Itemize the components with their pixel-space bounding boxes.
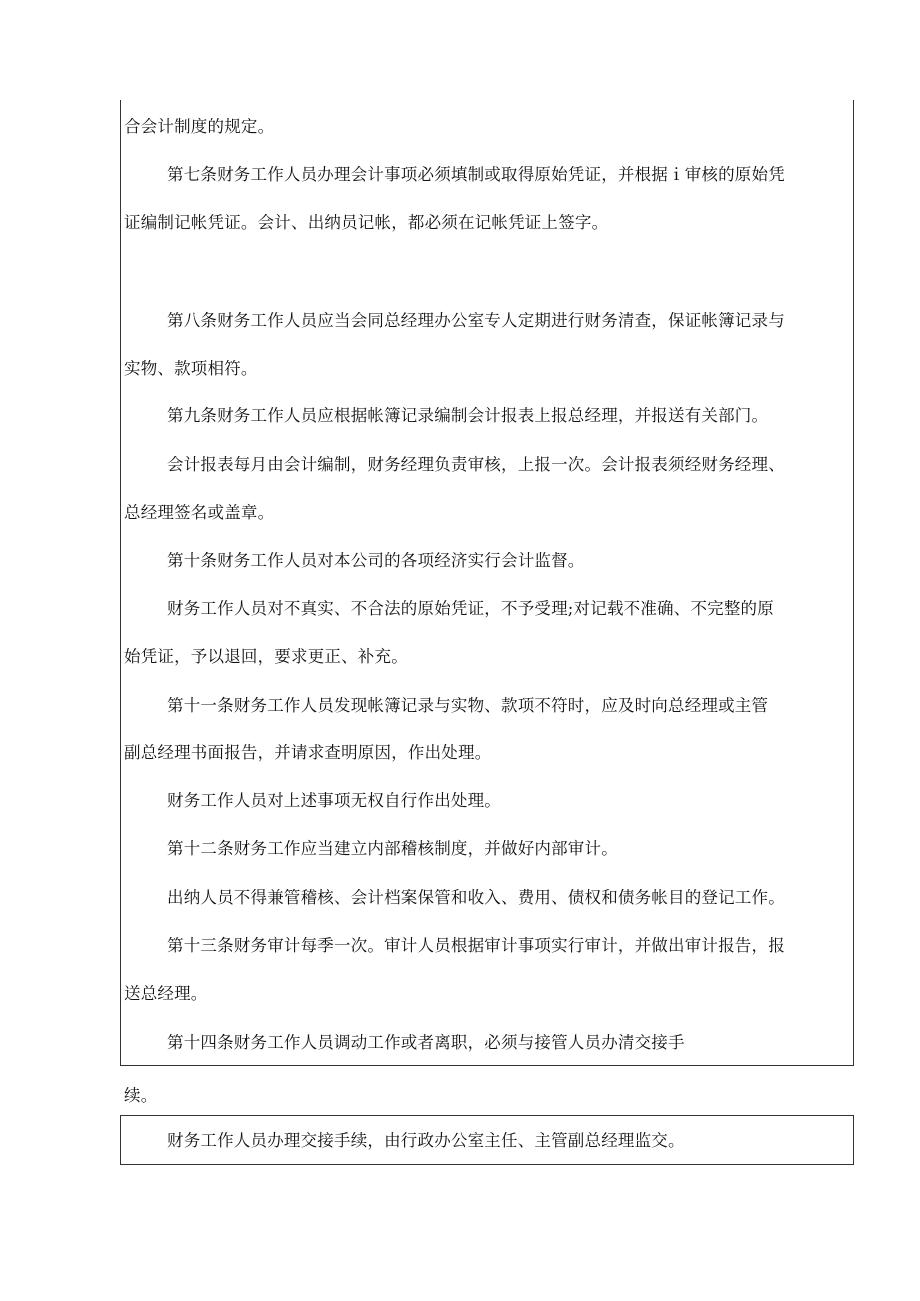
paragraph-line: 会计报表每月由会计编制，财务经理负责审核，上报一次。会计报表须经财务经理、 <box>167 455 785 474</box>
paragraph-line: 实物、款项相符。 <box>124 359 258 378</box>
paragraph-line: 财务工作人员办理交接手续，由行政办公室主任、主管副总经理监交。 <box>167 1131 685 1150</box>
paragraph-line: 证编制记帐凭证。会计、出纳员记帐，都必须在记帐凭证上签字。 <box>124 213 609 232</box>
paragraph-line: 第十二条财务工作应当建立内部稽核制度，并做好内部审计。 <box>167 839 618 858</box>
paragraph-line: 副总经理书面报告，并请求查明原因，作出处理。 <box>124 743 492 762</box>
paragraph-line: 总经理签名或盖章。 <box>124 503 275 522</box>
paragraph-line: 第十一条财务工作人员发现帐簿记录与实物、款项不符时，应及时向总经理或主管 <box>167 696 769 715</box>
paragraph-line: 出纳人员不得兼管稽核、会计档案保管和收入、费用、债权和债务帐目的登记工作。 <box>167 888 785 907</box>
paragraph-line: 第八条财务工作人员应当会同总经理办公室专人定期进行财务清查，保证帐簿记录与 <box>167 311 785 330</box>
paragraph-line: 合会计制度的规定。 <box>124 117 275 136</box>
paragraph-line: 第七条财务工作人员办理会计事项必须填制或取得原始凭证，并根据ｉ审核的原始凭 <box>167 165 785 184</box>
paragraph-line: 第十四条财务工作人员调动工作或者离职，必须与接管人员办清交接手 <box>167 1033 685 1052</box>
paragraph-line: 财务工作人员对不真实、不合法的原始凭证，不予受理;对记载不准确、不完整的原 <box>167 599 774 618</box>
paragraph-line: 始凭证，予以退回，要求更正、补充。 <box>124 647 408 666</box>
paragraph-line: 续。 <box>124 1086 158 1105</box>
paragraph-line: 财务工作人员对上述事项无权自行作出处理。 <box>167 791 501 810</box>
paragraph-line: 送总经理。 <box>124 984 208 1003</box>
paragraph-line: 第十条财务工作人员对本公司的各项经济实行会计监督。 <box>167 551 585 570</box>
text-frame-main <box>120 100 854 1066</box>
paragraph-line: 第十三条财务审计每季一次。审计人员根据审计事项实行审计，并做出审计报告，报 <box>167 936 785 955</box>
paragraph-line: 第九条财务工作人员应根据帐簿记录编制会计报表上报总经理，并报送有关部门。 <box>167 406 769 425</box>
